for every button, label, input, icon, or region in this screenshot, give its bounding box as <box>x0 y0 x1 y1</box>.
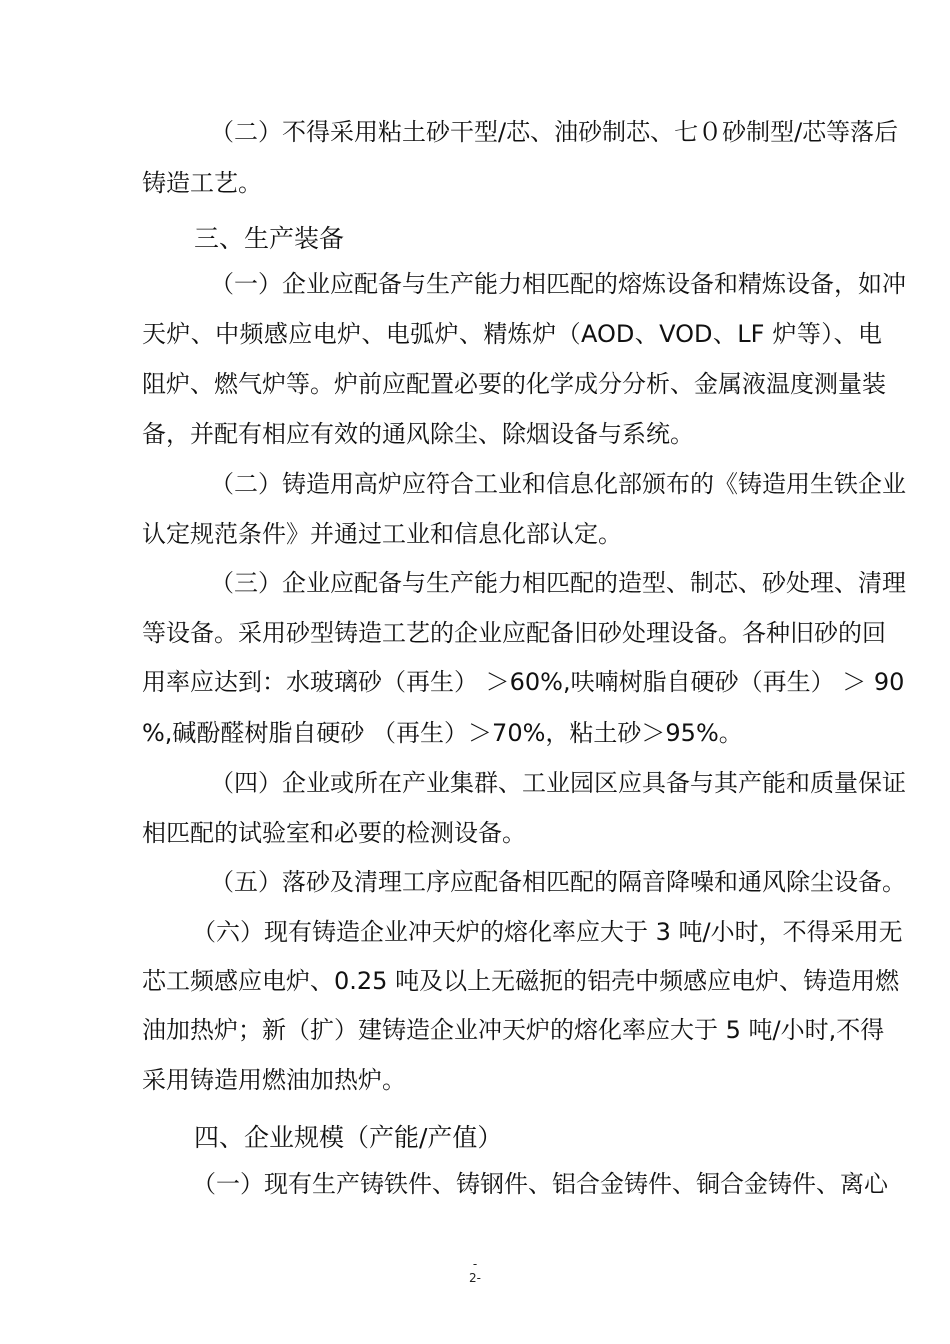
para-9-line-0: （一）现有生产铸铁件、铸钢件、铝合金铸件、铜合金铸件、离心 <box>192 1170 888 1198</box>
section-heading-equipment: 三、生产装备 <box>194 224 345 253</box>
para-4-line-0: （三）企业应配备与生产能力相匹配的造型、制芯、砂处理、清理 <box>210 569 906 597</box>
para-3-line-0: （二）铸造用高炉应符合工业和信息化部颁布的《铸造用生铁企业 <box>210 470 906 498</box>
para-0-line-1: 铸造工艺。 <box>142 169 262 197</box>
para-6-line-0: （五）落砂及清理工序应配备相匹配的隔音降噪和通风除尘设备。 <box>210 868 906 896</box>
para-2-line-1: 天炉、中频感应电炉、电弧炉、精炼炉（AOD、VOD、LF 炉等）、电 <box>142 320 882 348</box>
para-7-line-1: 芯工频感应电炉、0.25 吨及以上无磁扼的铝壳中频感应电炉、铸造用燃 <box>142 967 900 995</box>
para-0-line-0: （二）不得采用粘土砂干型/芯、油砂制芯、七０砂制型/芯等落后 <box>210 118 899 146</box>
para-2-line-0: （一）企业应配备与生产能力相匹配的熔炼设备和精炼设备，如冲 <box>210 270 906 298</box>
para-7-line-3: 采用铸造用燃油加热炉。 <box>142 1066 406 1094</box>
para-5-line-1: 相匹配的试验室和必要的检测设备。 <box>142 819 526 847</box>
para-4-line-2: 用率应达到：水玻璃砂（再生） ＞60%,呋喃树脂自硬砂（再生） ＞ 90 <box>142 668 905 696</box>
page-number-dash: - <box>472 1257 478 1271</box>
para-7-line-2: 油加热炉；新（扩）建铸造企业冲天炉的熔化率应大于 5 吨/小时,不得 <box>142 1016 885 1044</box>
page-number: 2- <box>469 1271 481 1285</box>
para-5-line-0: （四）企业或所在产业集群、工业园区应具备与其产能和质量保证 <box>210 769 906 797</box>
para-4-line-3: %,碱酚醛树脂自硬砂 （再生）＞70%，粘土砂＞95%。 <box>142 719 743 747</box>
para-2-line-2: 阻炉、燃气炉等。炉前应配置必要的化学成分分析、金属液温度测量装 <box>142 370 886 398</box>
section-heading-scale: 四、企业规模（产能/产值） <box>194 1123 503 1152</box>
para-3-line-1: 认定规范条件》并通过工业和信息化部认定。 <box>142 520 622 548</box>
para-4-line-1: 等设备。采用砂型铸造工艺的企业应配备旧砂处理设备。各种旧砂的回 <box>142 619 886 647</box>
para-7-line-0: （六）现有铸造企业冲天炉的熔化率应大于 3 吨/小时，不得采用无 <box>192 918 903 946</box>
para-2-line-3: 备，并配有相应有效的通风除尘、除烟设备与系统。 <box>142 420 694 448</box>
